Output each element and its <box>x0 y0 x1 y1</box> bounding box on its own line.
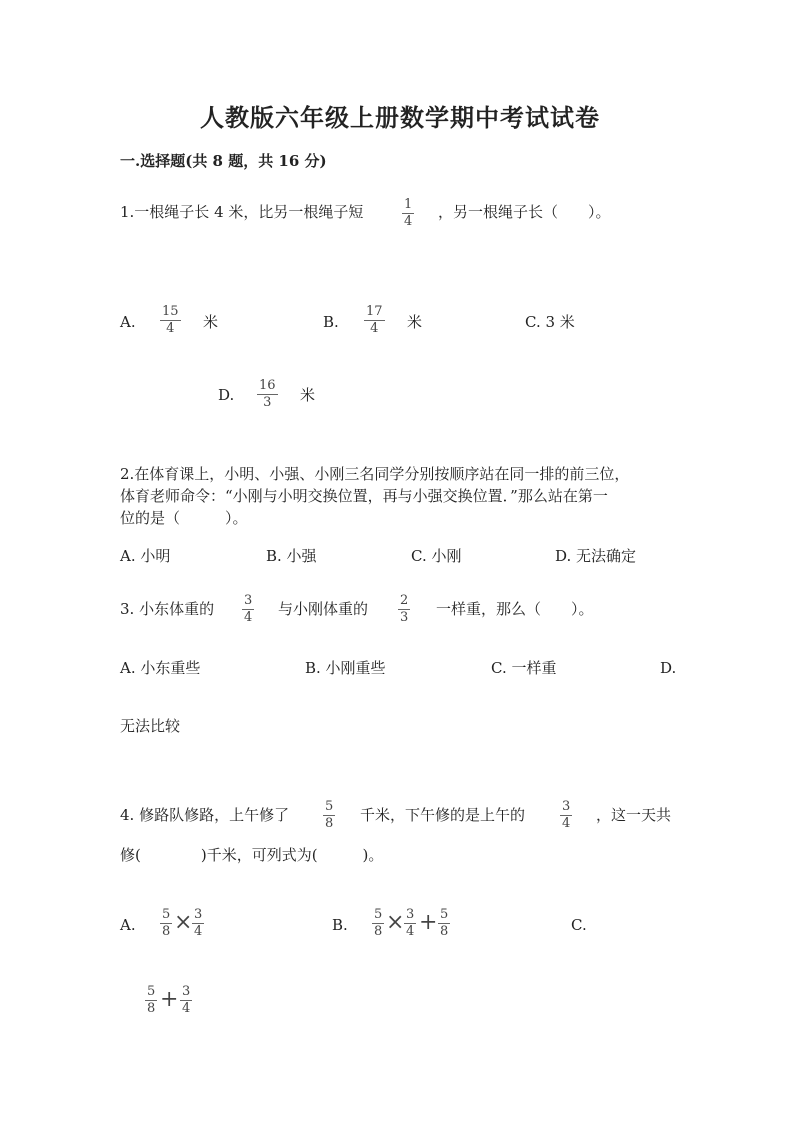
frac-num: 16 <box>259 378 276 393</box>
times-sign: × <box>386 910 405 935</box>
q3-option-a: A. 小东重些 <box>120 659 201 677</box>
q2-stem-line2: 体育老师命令：“小刚与小明交换位置，再与小强交换位置．”那么站在第一 <box>120 487 608 505</box>
q3-option-d-text: 无法比较 <box>120 717 181 735</box>
q4-stem-part3: ，这一天共 <box>596 806 672 824</box>
frac-den: 4 <box>406 924 415 939</box>
frac-num: 3 <box>244 593 253 608</box>
q1-option-d-fraction <box>257 379 278 410</box>
q1-option-a-fraction <box>160 305 181 336</box>
frac-num: 15 <box>162 304 179 319</box>
q3-stem-part2: 与小刚体重的 <box>278 600 369 618</box>
frac-num: 5 <box>162 907 171 922</box>
q4-option-b-fraction-1 <box>372 908 384 939</box>
plus-sign: + <box>419 910 438 935</box>
plus-sign: + <box>160 987 179 1012</box>
frac-den: 8 <box>325 816 334 831</box>
q1-option-d-unit: 米 <box>300 386 316 404</box>
q1-option-d-label: D. <box>218 386 235 404</box>
frac-den: 4 <box>182 1001 191 1016</box>
frac-num: 3 <box>562 799 571 814</box>
page-title: 人教版六年级上册数学期中考试试卷 <box>200 103 600 132</box>
q3-fraction-1 <box>242 594 254 625</box>
section-heading: 一.选择题(共 8 题，共 16 分) <box>120 152 327 170</box>
q4-option-a-fraction-2 <box>192 908 204 939</box>
frac-num: 2 <box>400 593 409 608</box>
q3-option-c: C. 一样重 <box>491 659 557 677</box>
frac-den: 3 <box>263 395 272 410</box>
q1-frac-den: 4 <box>404 214 413 229</box>
frac-den: 4 <box>370 321 379 336</box>
q2-stem-line3: 位的是（ ）。 <box>120 509 248 527</box>
q4-fraction-2 <box>560 800 572 831</box>
q1-option-a-label: A. <box>120 313 136 331</box>
q1-frac-num: 1 <box>404 197 413 212</box>
q4-option-c-fraction-2 <box>180 985 192 1016</box>
q3-stem-part1: 3. 小东体重的 <box>120 600 215 618</box>
q4-option-a-fraction-1 <box>160 908 172 939</box>
q4-option-c-fraction-1 <box>145 985 157 1016</box>
frac-den: 4 <box>194 924 203 939</box>
q1-stem-part1: 1.一根绳子长 4 米，比另一根绳子短 <box>120 203 364 221</box>
frac-den: 8 <box>374 924 383 939</box>
frac-num: 17 <box>366 304 383 319</box>
q4-option-c-label: C. <box>571 916 587 934</box>
q1-option-b-fraction <box>364 305 385 336</box>
frac-den: 4 <box>244 610 253 625</box>
q1-fraction <box>402 198 414 229</box>
frac-den: 8 <box>440 924 449 939</box>
frac-den: 8 <box>147 1001 156 1016</box>
q2-stem-line1: 2.在体育课上，小明、小强、小刚三名同学分别按顺序站在同一排的前三位， <box>120 465 630 483</box>
q3-option-d: D. <box>660 659 677 677</box>
q2-option-c: C. 小刚 <box>411 547 462 565</box>
q1-option-b-label: B. <box>323 313 339 331</box>
q3-option-b: B. 小刚重些 <box>305 659 386 677</box>
q3-stem-part3: 一样重，那么（ ）。 <box>436 600 594 618</box>
q4-fraction-1 <box>323 800 335 831</box>
frac-den: 3 <box>400 610 409 625</box>
frac-num: 5 <box>374 907 383 922</box>
q1-option-a-unit: 米 <box>203 313 219 331</box>
q4-stem-part2: 千米，下午修的是上午的 <box>360 806 526 824</box>
q2-option-d: D. 无法确定 <box>555 547 637 565</box>
frac-num: 3 <box>194 907 203 922</box>
times-sign: × <box>174 910 193 935</box>
q1-stem-part2: ，另一根绳子长（ ）。 <box>438 203 611 221</box>
q4-stem-line2: 修( )千米，可列式为( )。 <box>120 846 384 864</box>
frac-den: 4 <box>562 816 571 831</box>
q4-option-b-label: B. <box>332 916 348 934</box>
frac-num: 5 <box>440 907 449 922</box>
frac-num: 3 <box>182 984 191 999</box>
q2-option-b: B. 小强 <box>266 547 317 565</box>
frac-den: 8 <box>162 924 171 939</box>
frac-num: 5 <box>147 984 156 999</box>
q1-option-b-unit: 米 <box>407 313 423 331</box>
frac-den: 4 <box>166 321 175 336</box>
q4-option-b-fraction-2 <box>404 908 416 939</box>
q1-option-c: C. 3 米 <box>525 313 575 331</box>
frac-num: 5 <box>325 799 334 814</box>
q3-fraction-2 <box>398 594 410 625</box>
q2-option-a: A. 小明 <box>120 547 171 565</box>
q4-stem-part1: 4. 修路队修路，上午修了 <box>120 806 290 824</box>
q4-option-a-label: A. <box>120 916 136 934</box>
frac-num: 3 <box>406 907 415 922</box>
q4-option-b-fraction-3 <box>438 908 450 939</box>
